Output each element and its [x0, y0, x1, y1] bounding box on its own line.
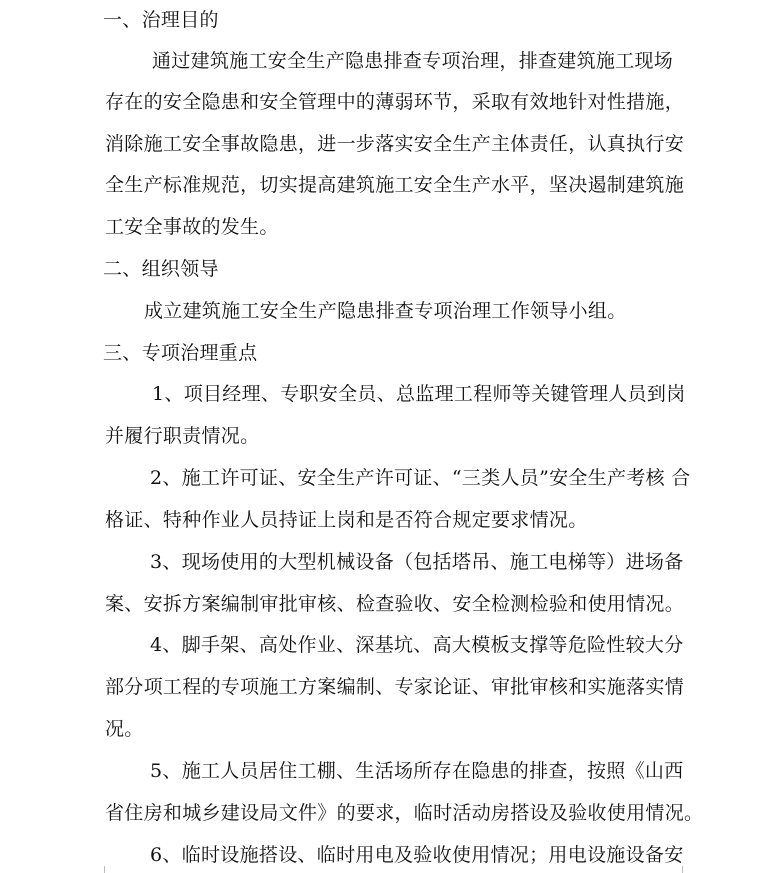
list-item-line: 案、安拆方案编制审批审核、检查验收、安全检测检验和使用情况。: [105, 593, 685, 615]
list-item-line: 况。: [105, 718, 144, 740]
list-item-line: 格证、特种作业人员持证上岗和是否符合规定要求情况。: [105, 509, 588, 531]
paragraph-line: 通过建筑施工安全生产隐患排查专项治理，排查建筑施工现场: [152, 50, 674, 72]
margin-mark: [104, 866, 105, 873]
list-item-line: 省住房和城乡建设局文件》的要求，临时活动房搭设及验收使用情况。: [105, 802, 704, 824]
paragraph-line: 成立建筑施工安全生产隐患排查专项治理工作领导小组。: [144, 300, 627, 322]
list-item-line: 2、施工许可证、安全生产许可证、“三类人员”安全生产考核 合: [150, 467, 691, 489]
list-item-line: 5、施工人员居住工棚、生活场所存在隐患的排查，按照《山西: [150, 760, 684, 782]
section-heading-focus: 三、专项治理重点: [103, 342, 258, 364]
margin-mark: [682, 866, 683, 873]
list-item-line: 4、脚手架、高处作业、深基坑、高大模板支撑等危险性较大分: [150, 634, 684, 656]
list-item-line: 6、临时设施搭设、临时用电及验收使用情况；用电设施设备安: [150, 844, 684, 866]
list-item-line: 部分项工程的专项施工方案编制、专家论证、审批审核和实施落实情: [105, 676, 685, 698]
section-heading-purpose: 一、治理目的: [103, 9, 219, 31]
list-item-line: 3、现场使用的大型机械设备（包括塔吊、施工电梯等）进场备: [150, 551, 684, 573]
paragraph-line: 工安全事故的发生。: [105, 216, 279, 238]
list-item-line: 1、项目经理、专职安全员、总监理工程师等关键管理人员到岗: [152, 383, 686, 405]
paragraph-line: 存在的安全隐患和安全管理中的薄弱环节，采取有效地针对性措施，: [105, 91, 685, 113]
section-heading-organization: 二、组织领导: [103, 258, 219, 280]
paragraph-line: 消除施工安全事故隐患，进一步落实安全生产主体责任，认真执行安: [105, 133, 685, 155]
list-item-line: 并履行职责情况。: [105, 425, 260, 447]
paragraph-line: 全生产标准规范，切实提高建筑施工安全生产水平，坚决遏制建筑施: [105, 174, 685, 196]
